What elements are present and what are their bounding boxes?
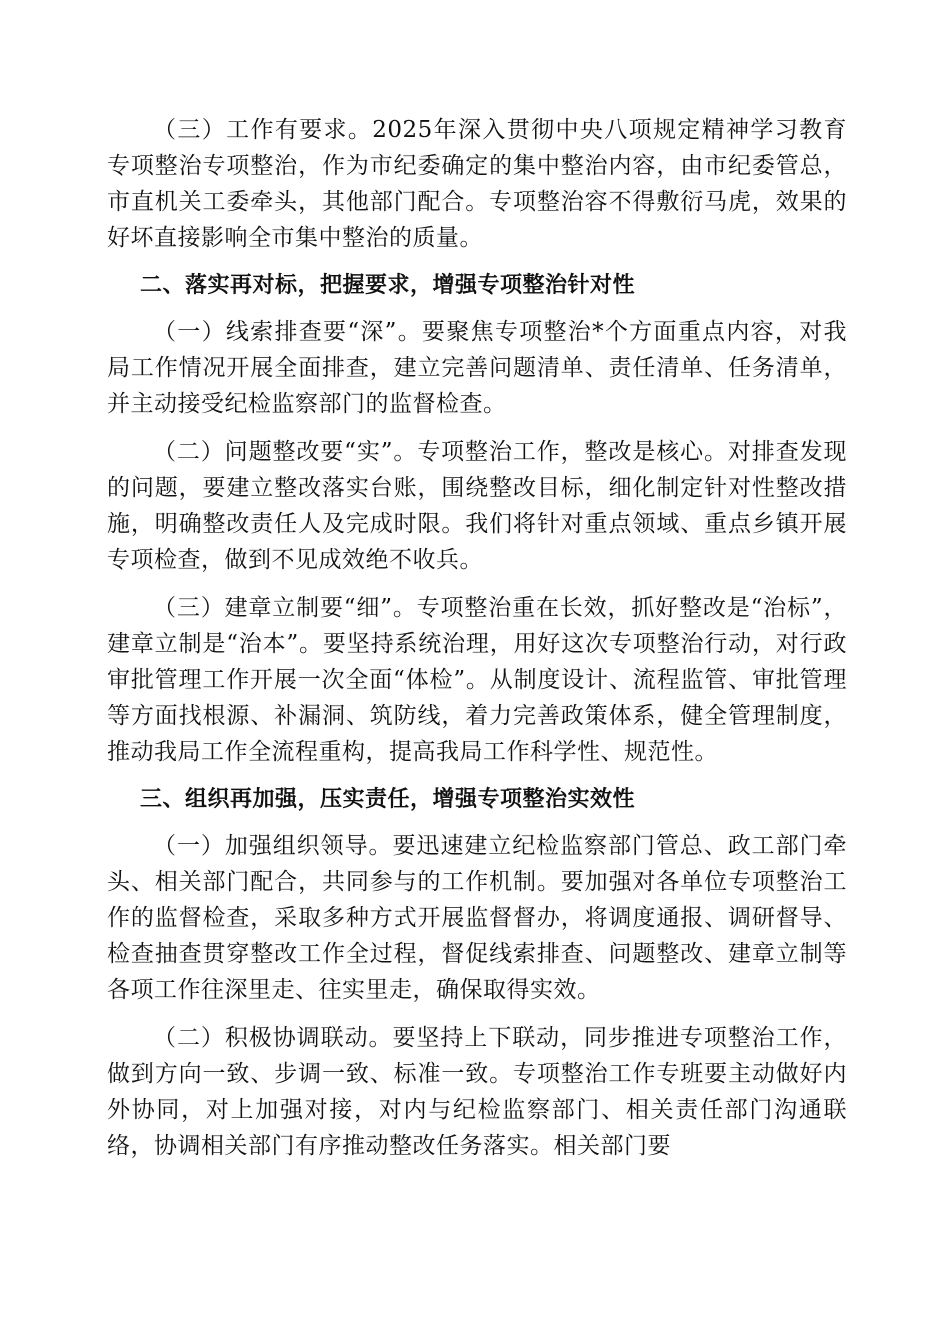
paragraph-clue-investigation: （一）线索排查要“深”。要聚焦专项整治*个方面重点内容，对我局工作情况开展全面排查，建立完善问题清单、责任清单、任务清单，并主动接受纪检监察部门的监督检查。 <box>107 319 847 417</box>
paragraph-work-requirements: （三）工作有要求。2025年深入贯彻中央八项规定精神学习教育专项整治专项整治，作为市纪委确定的集中整治内容，由市纪委管总，市直机关工委牵头，其他部门配合。专项整治容不得敷衍马虎，效果的好坏直接影响全市集中整治的质量。 <box>107 117 847 251</box>
paragraph-coordination: （二）积极协调联动。要坚持上下联动，同步推进专项整治工作，做到方向一致、步调一致、标准一致。专项整治工作专班要主动做好内外协同，对上加强对接，对内与纪检监察部门、相关责任部门沟通联络，协调相关部门有序推动整改任务落实。相关部门要 <box>107 1025 847 1159</box>
section-heading-2: 二、落实再对标，把握要求，增强专项整治针对性 <box>140 273 636 298</box>
section-heading-3: 三、组织再加强，压实责任，增强专项整治实效性 <box>140 787 636 812</box>
paragraph-organizational-leadership: （一）加强组织领导。要迅速建立纪检监察部门管总、政工部门牵头、相关部门配合，共同参与的工作机制。要加强对各单位专项整治工作的监督检查，采取多种方式开展监督督办，将调度通报、调研督导、检查抽查贯穿整改工作全过程，督促线索排查、问题整改、建章立制等各项工作往深里走、往实里走，确保取得实效。 <box>107 833 847 1003</box>
paragraph-problem-rectification: （二）问题整改要“实”。专项整治工作，整改是核心。对排查发现的问题，要建立整改落实台账，围绕整改目标，细化制定针对性整改措施，明确整改责任人及完成时限。我们将针对重点领域、重点乡镇开展专项检查，做到不见成效绝不收兵。 <box>107 439 847 573</box>
paragraph-system-building: （三）建章立制要“细”。专项整治重在长效，抓好整改是“治标”，建章立制是“治本”。要坚持系统治理，用好这次专项整治行动，对行政审批管理工作开展一次全面“体检”。从制度设计、流程监管、审批管理等方面找根源、补漏洞、筑防线，着力完善政策体系，健全管理制度，推动我局工作全流程重构，提高我局工作科学性、规范性。 <box>107 595 847 765</box>
document-page <box>107 112 847 1164</box>
